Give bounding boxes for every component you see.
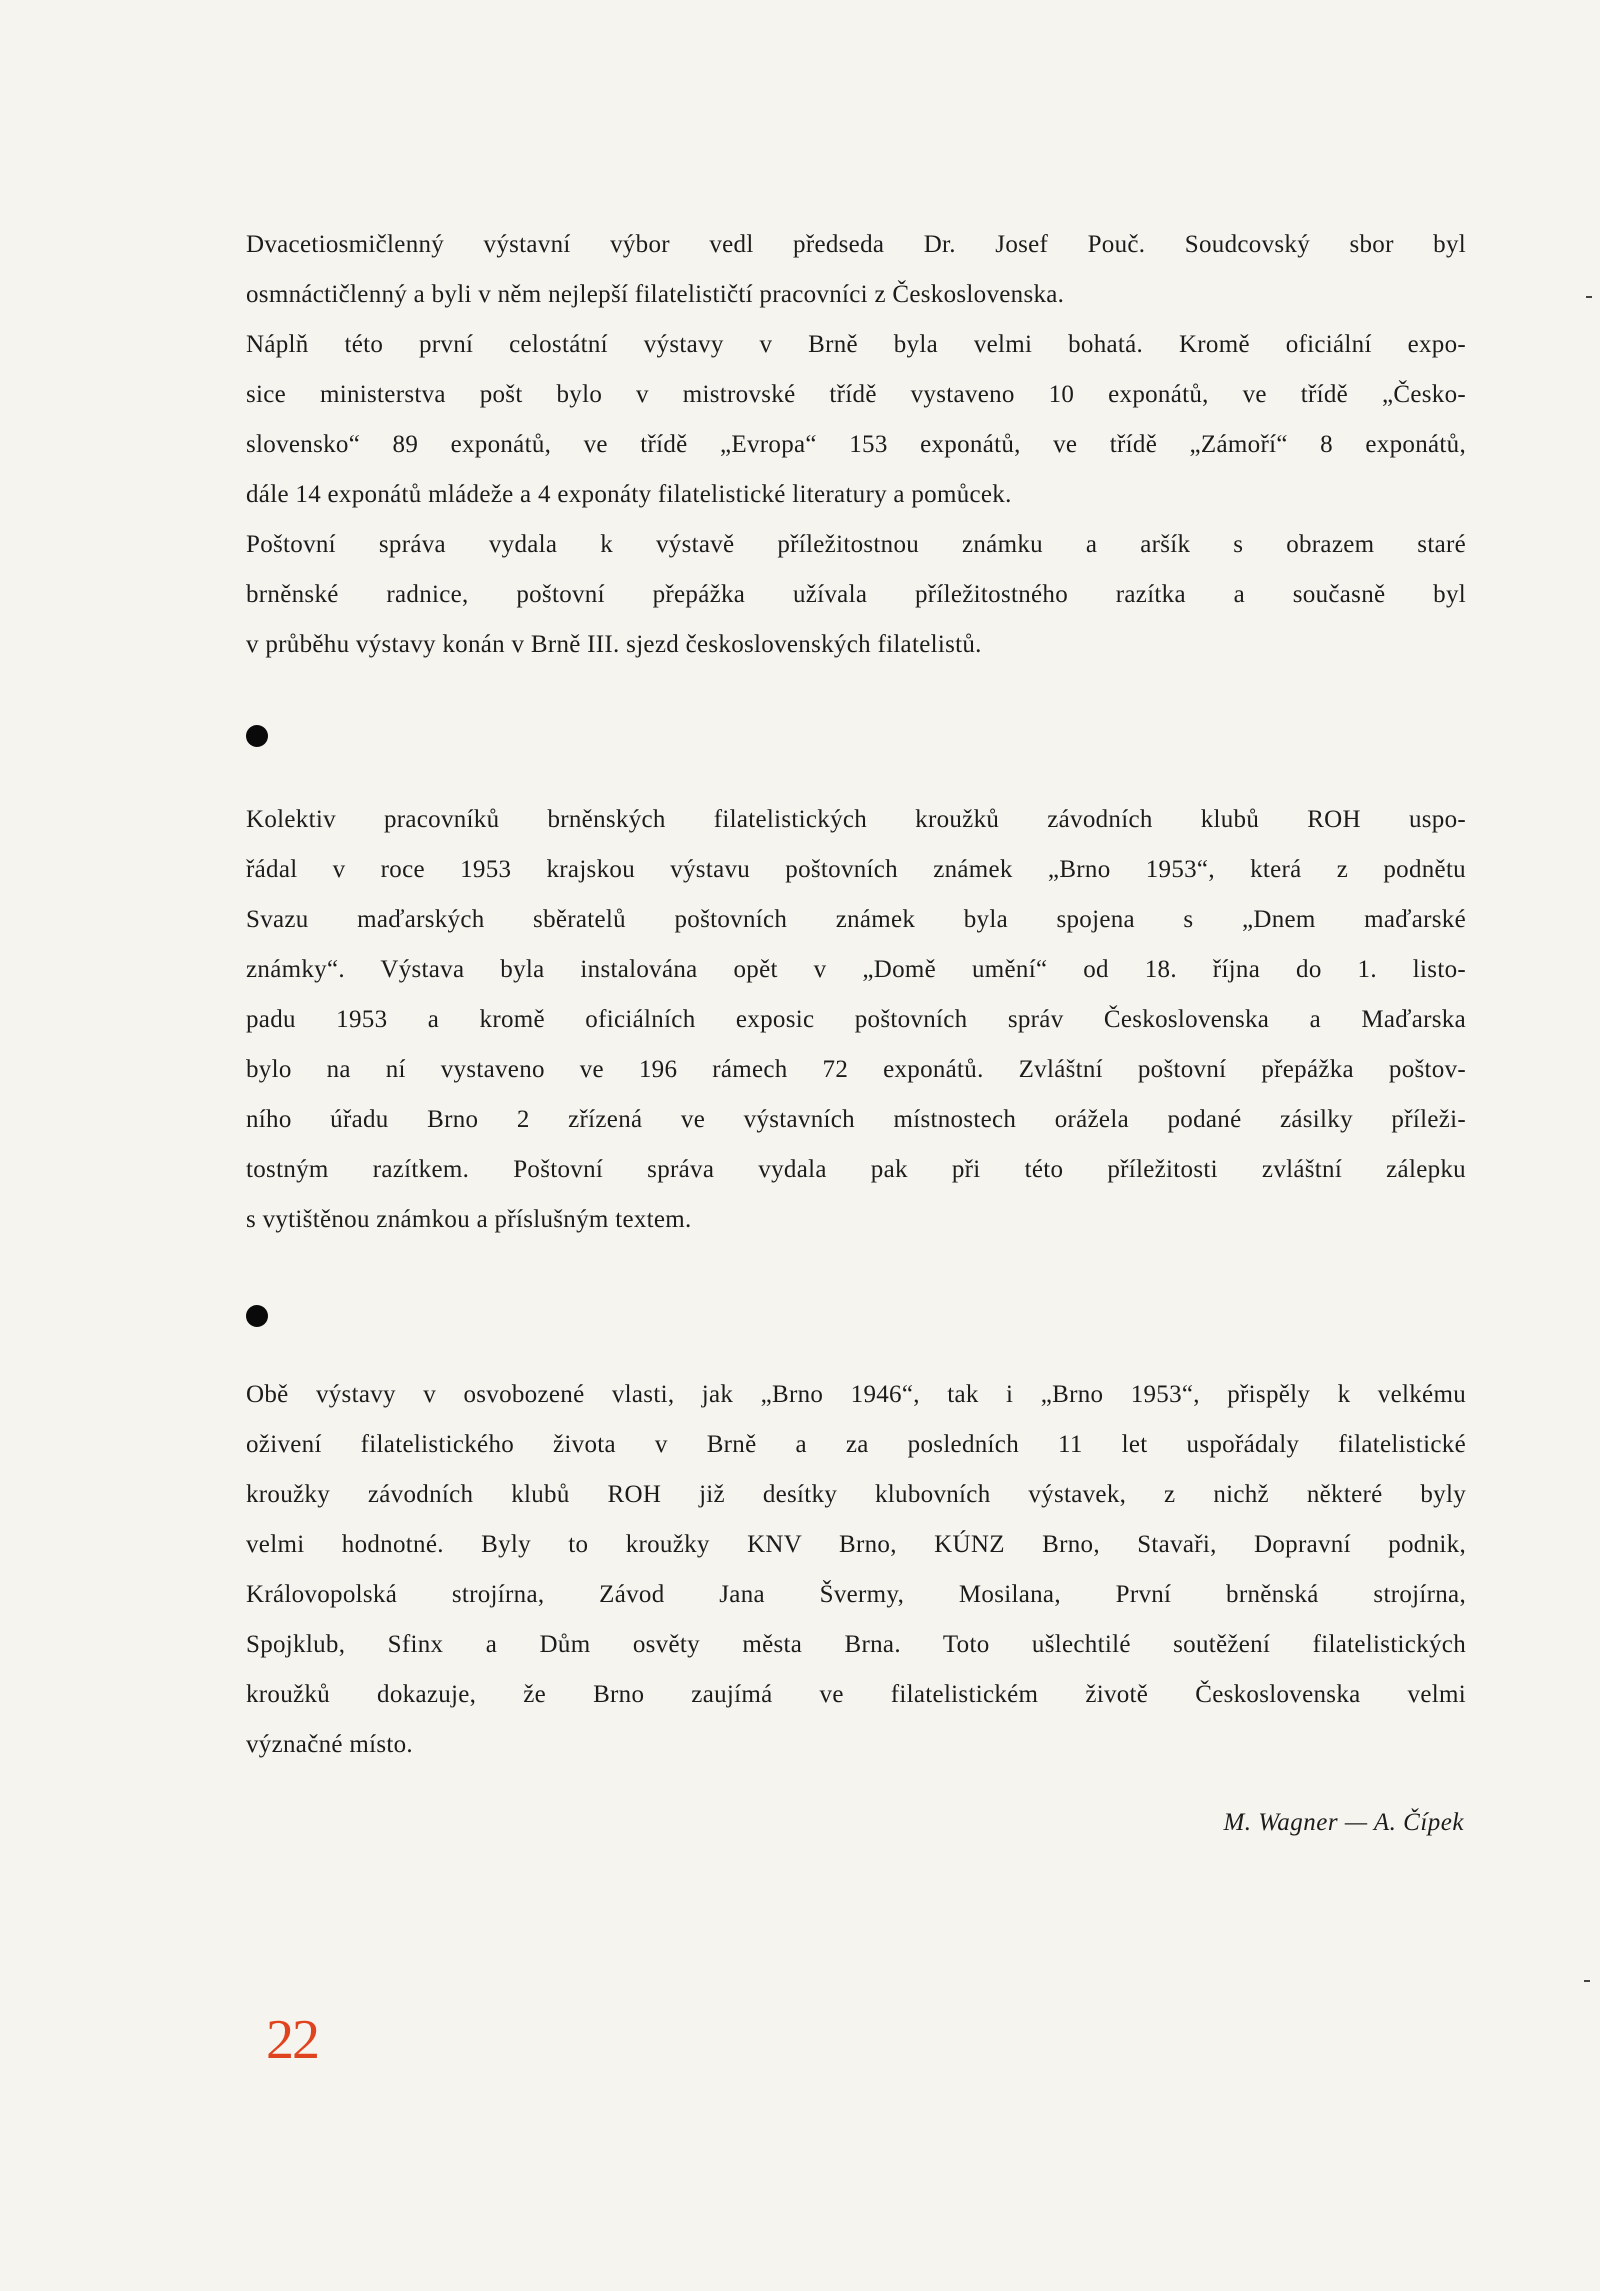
text-line: Spojklub, Sfinx a Dům osvěty města Brna. Toto ušlechtilé soutěžení filatelistických xyxy=(246,1631,1466,1658)
text-line: Náplň této první celostátní výstavy v Brně byla velmi bohatá. Kromě oficiální expo- xyxy=(246,331,1466,358)
text-line: slovensko“ 89 exponátů, ve třídě „Evropa“ 153 exponátů, ve třídě „Zámoří“ 8 exponátů, xyxy=(246,431,1466,458)
text-line: padu 1953 a kromě oficiálních exposic poštovních správ Československa a Maďarska xyxy=(246,1006,1466,1033)
text-line: brněnské radnice, poštovní přepážka užívala příležitostného razítka a současně byl xyxy=(246,581,1466,608)
text-line: kroužky závodních klubů ROH již desítky klubovních výstavek, z nichž některé byly xyxy=(246,1481,1466,1508)
text-line: velmi hodnotné. Byly to kroužky KNV Brno, KÚNZ Brno, Stavaři, Dopravní podnik, xyxy=(246,1531,1466,1558)
text-line: Obě výstavy v osvobozené vlasti, jak „Brno 1946“, tak i „Brno 1953“, přispěly k velkému xyxy=(246,1381,1466,1408)
text-line: Svazu maďarských sběratelů poštovních známek byla spojena s „Dnem maďarské xyxy=(246,906,1466,933)
text-line: Kolektiv pracovníků brněnských filatelistických kroužků závodních klubů ROH uspo- xyxy=(246,806,1466,833)
text-line: tostným razítkem. Poštovní správa vydala pak při této příležitosti zvláštní zálepku xyxy=(246,1156,1466,1183)
section-bullet-icon xyxy=(246,725,268,747)
text-line: bylo na ní vystaveno ve 196 rámech 72 exponátů. Zvláštní poštovní přepážka poštov- xyxy=(246,1056,1466,1083)
text-line: známky“. Výstava byla instalována opět v „Domě umění“ od 18. října do 1. listo- xyxy=(246,956,1466,983)
author-signature: M. Wagner — A. Čípek xyxy=(1223,1809,1464,1836)
text-line: Poštovní správa vydala k výstavě příležitostnou známku a aršík s obrazem staré xyxy=(246,531,1466,558)
page-number: 22 xyxy=(266,2009,318,2071)
text-line: ního úřadu Brno 2 zřízená ve výstavních místnostech orážela podané zásilky příleži- xyxy=(246,1106,1466,1133)
text-line: osmnáctičlenný a byli v něm nejlepší filatelističtí pracovníci z Československa. xyxy=(246,281,1065,308)
edge-mark xyxy=(1586,296,1592,298)
section-bullet-icon xyxy=(246,1305,268,1327)
text-line: význačné místo. xyxy=(246,1731,413,1758)
text-line: sice ministerstva pošt bylo v mistrovské třídě vystaveno 10 exponátů, ve třídě „Česko- xyxy=(246,381,1466,408)
edge-mark xyxy=(1584,1980,1590,1982)
text-line: v průběhu výstavy konán v Brně III. sjezd československých filatelistů. xyxy=(246,631,982,658)
text-line: Královopolská strojírna, Závod Jana Švermy, Mosilana, První brněnská strojírna, xyxy=(246,1581,1466,1608)
text-line: Dvacetiosmičlenný výstavní výbor vedl předseda Dr. Josef Pouč. Soudcovský sbor byl xyxy=(246,231,1466,258)
text-line: řádal v roce 1953 krajskou výstavu poštovních známek „Brno 1953“, která z podnětu xyxy=(246,856,1466,883)
text-line: kroužků dokazuje, že Brno zaujímá ve filatelistickém životě Československa velmi xyxy=(246,1681,1466,1708)
text-line: s vytištěnou známkou a příslušným textem. xyxy=(246,1206,692,1233)
text-line: dále 14 exponátů mládeže a 4 exponáty filatelistické literatury a pomůcek. xyxy=(246,481,1012,508)
text-line: oživení filatelistického života v Brně a za posledních 11 let uspořádaly filatelistické xyxy=(246,1431,1466,1458)
